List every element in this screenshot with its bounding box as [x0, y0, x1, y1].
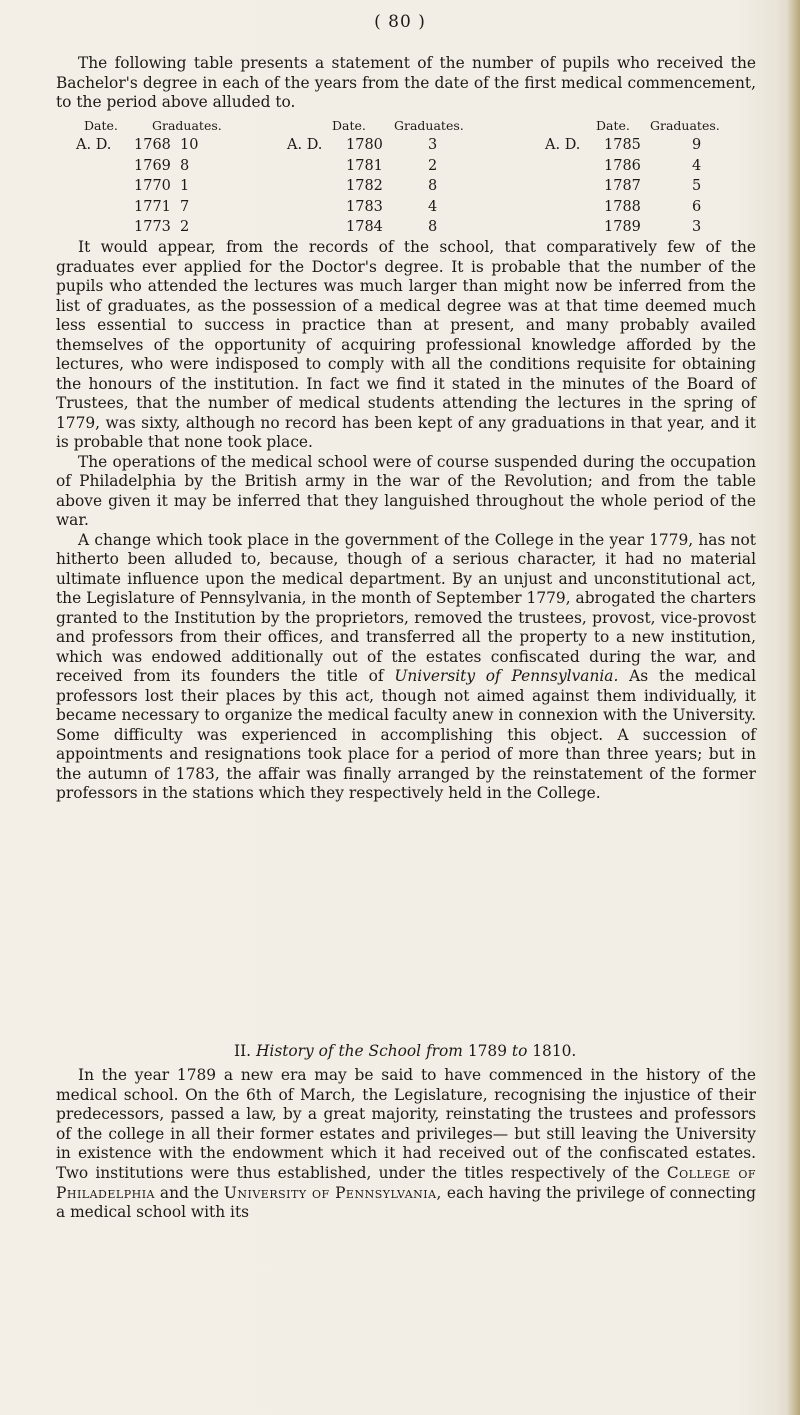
paragraph-records: It would appear, from the records of the school, that comparatively few of the graduates ever applied for the Doctor's degree. It is probable that the number of the pupils who attended the lectures was much larger than might now be inferred from the list of graduates, as the possession of a medical degree was at that time deemed much less essential to success in practice than at present, and many probably availed themselves of the opportunity of acquiring professional knowledge afforded by the lectures, who were indisposed to comply with all the conditions requisite for obtaining the honours of the institution. In fact we find it stated in the minutes of the Board of Trustees, that the number of medical students attending the lectures in the spring of 1779, was sixty, although no record has been kept of any graduations in that year, and it is probable that none took place.	[56, 238, 756, 451]
table-cell-year: 1786	[604, 157, 641, 174]
paragraph-government-change	[56, 531, 756, 804]
section-heading	[56, 1042, 756, 1060]
table-cell-graduates: 2	[180, 219, 190, 235]
new-era-text: In the year 1789 a new era may be said to have commenced in the history of the medical school. On the 6th of March, the Legislature, recognising the injustice of their predecessors, passed a law, by a great majority, reinstating the trustees and professors of the college in all their former estates and privileges— but still leaving the University in existence with the endowment which it had received out of the confiscated estates. Two institutions were thus established, under the titles respectively of the	[56, 1066, 756, 1182]
table-cell-year: 1769	[134, 157, 171, 174]
section-title: History of the School from	[255, 1042, 463, 1060]
table-cell-year: 1782	[346, 178, 383, 194]
table-cell-graduates: 5	[692, 178, 702, 194]
table-cell-graduates: 7	[180, 198, 190, 215]
page-edge	[786, 0, 800, 1415]
header-graduates-3: Graduates.	[650, 118, 720, 133]
college-name: College of Philadelphia	[56, 1163, 756, 1202]
table-row	[56, 178, 756, 198]
page-number: ( 80 )	[374, 12, 426, 32]
header-graduates-1: Graduates.	[152, 118, 222, 133]
table-cell-graduates: 6	[692, 198, 702, 215]
header-graduates-2: Graduates.	[394, 118, 464, 133]
new-era-text-end: each having the privilege of connecting a medical school with its	[56, 1183, 756, 1222]
header-date-3: Date.	[596, 118, 630, 133]
table-cell-graduates: 4	[428, 198, 438, 215]
table-row	[56, 137, 756, 157]
section-numeral: II.	[234, 1042, 252, 1060]
paragraph-occupation: The operations of the medical school were of course suspended during the occupation of Philadelphia by the British army in the war of the Revolution; and from the table above given it may be inferred that they languished throughout the whole period of the war.	[56, 452, 756, 529]
table-cell-year: 1785	[604, 137, 641, 153]
header-date-2: Date.	[332, 118, 366, 133]
header-date-1: Date.	[84, 118, 118, 133]
university-name: University of Pennsylvania,	[223, 1183, 442, 1202]
table-cell-graduates: 10	[180, 137, 199, 153]
table-cell-graduates: 8	[428, 219, 438, 235]
section-to-word: to	[511, 1042, 528, 1060]
era-label: A. D.	[287, 137, 323, 153]
table-cell-graduates: 9	[692, 137, 702, 153]
table-cell-year: 1789	[604, 219, 641, 235]
table-cell-graduates: 2	[428, 157, 438, 174]
table-cell-year: 1787	[604, 178, 641, 194]
table-cell-year: 1770	[134, 178, 171, 194]
table-row	[56, 158, 756, 178]
university-title: University of Pennsylvania.	[394, 667, 619, 685]
table-cell-year: 1768	[134, 137, 171, 153]
table-cell-year: 1783	[346, 198, 383, 215]
table-cell-graduates: 8	[180, 157, 190, 174]
table-cell-graduates: 4	[692, 157, 702, 174]
section-body	[56, 1066, 756, 1223]
faculty-reorganization-text: As the medical professors lost their places by this act, though not aimed against them individually, it became necessary to organize the medical faculty anew in connexion with the University. Some difficulty was experienced in accomplishing this object. A succession of appointments and resignations took place for a period of more than three years; but in the autumn of 1783, the affair was finally arranged by the reinstatement of the former professors in the stations which they respectively held in the College.	[56, 667, 756, 802]
table-row	[56, 199, 756, 219]
section-from-year: 1789	[467, 1042, 507, 1060]
paragraph-new-era	[56, 1066, 756, 1223]
section-to-year: 1810.	[532, 1042, 577, 1060]
table-cell-year: 1781	[346, 157, 383, 174]
table-cell-year: 1780	[346, 137, 383, 153]
intro-paragraph: The following table presents a statement of the number of pupils who received the Bachelor's degree in each of the years from the date of the first medical commencement, to the period above alluded to.	[56, 54, 756, 111]
table-cell-year: 1773	[134, 219, 171, 235]
table-cell-year: 1771	[134, 198, 171, 215]
table-cell-year: 1784	[346, 219, 383, 235]
table-cell-graduates: 1	[180, 178, 190, 194]
table-cell-year: 1788	[604, 198, 641, 215]
body-text	[56, 238, 756, 804]
table-cell-graduates: 3	[692, 219, 702, 235]
table-cell-graduates: 8	[428, 178, 438, 194]
table-cell-graduates: 3	[428, 137, 438, 153]
era-label: A. D.	[545, 137, 581, 153]
and-word: and the	[159, 1183, 219, 1202]
table-header	[56, 118, 756, 136]
government-change-text: A change which took place in the government of the College in the year 1779, has not hitherto been alluded to, because, though of a serious character, it had no material ultimate influence upon the medical department. By an unjust and unconstitutional act, the Legislature of Pennsylvania, in the month of September 1779, abrogated the charters granted to the Institution by the proprietors, removed the trustees, provost, vice-provost and professors from their offices, and transferred all the property to a new institution, which was endowed additionally out of the estates confiscated during the war, and received from its founders the title of	[56, 530, 756, 685]
table-row	[56, 219, 756, 239]
era-label: A. D.	[76, 137, 112, 153]
